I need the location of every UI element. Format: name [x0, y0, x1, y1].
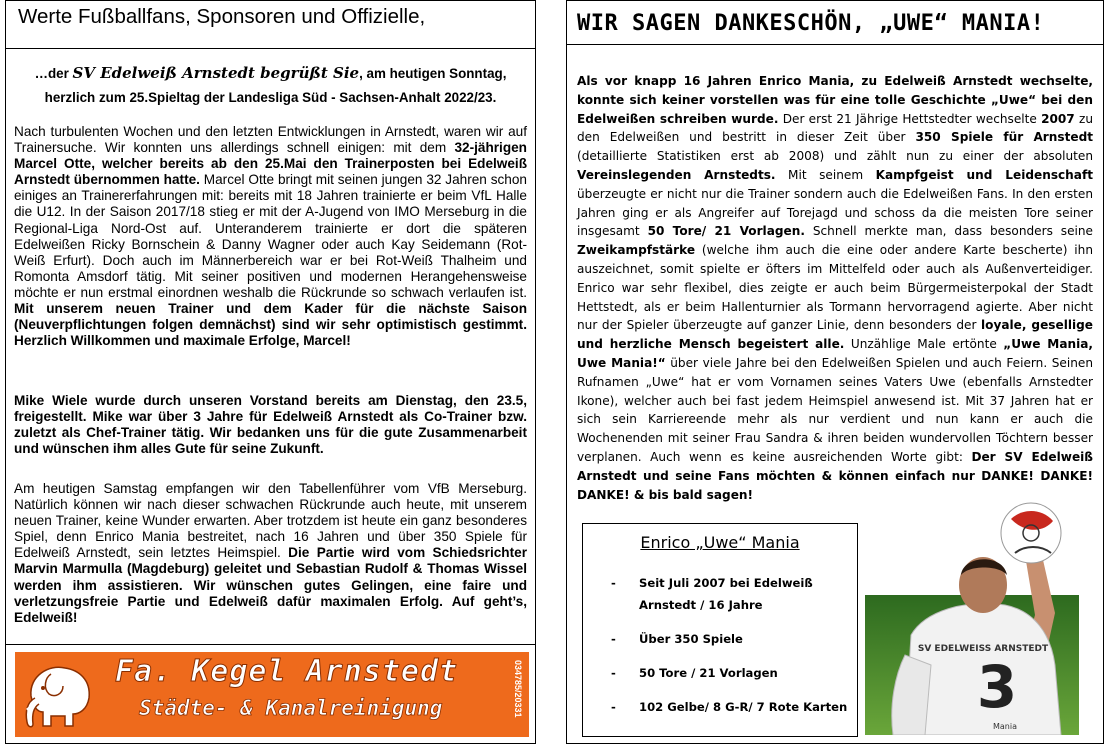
match-text-a: Am heutigen Samstag empfangen wir den Tabellenführer vom VfB Merseburg. Natürlich können wir nach dieser schwachen Rückrunde auch heute, mit unserem neuen Trainer, keine Wunder erwarten. Aber trotzdem ist heute ein ganz besonderes Spiel, denn Enrico Mania bestreitet, nach 16 Jahren und über 350 Spiele für Edelweiß Arnstedt, sein letztes Heimspiel.: [14, 481, 527, 561]
tribute-article: [577, 72, 1093, 504]
article-segment: über viele Jahre bei den Edelweißen Spielen und auch Feiern. Seinen Rufnamen „Uwe“ hat er vom Vornamen seines Vaters Uwe (ebenfalls Arnstedter Ikone), welcher auch bei fast jedem Heimspiel anwesend ist. Mit 37 Jahren hat er sich sein Karriereende mehr als nur verdient und nun kann er auch die Wochenenden mit seiner Frau Sandra & ihren beiden wundervollen Töchtern besser verplanen. Auch wenn es keine ausreichenden Worte gibt:: [577, 355, 1094, 464]
coach-paragraph: [14, 124, 527, 349]
coach-text-a: Nach turbulenten Wochen und den letzten Entwicklungen in Arnstedt, waren wir auf Trainersuche. Wir konnten uns allerdings schnell einigen: mit dem: [14, 124, 527, 156]
ad-company-name: Fa. Kegel Arnstedt: [115, 654, 459, 689]
right-page: [566, 0, 1104, 744]
article-segment: überzeugte er nicht nur die Trainer sondern auch die Edelweißen Fans. In den ersten Jahren ging er als Angreifer auf Torejagd und schoss da die meisten Tore seiner insgesamt: [577, 186, 1093, 239]
article-segment: Zweikampfstärke: [577, 243, 696, 258]
article-segment: Der SV Edelweiß Arnstedt und seine Fans möchten & können einfach nur DANKE! DANKE! DANKE! & bis bald sagen!: [577, 449, 1093, 502]
farewell-paragraph: [14, 393, 527, 457]
jersey-name: Mania: [993, 722, 1017, 731]
article-segment: (detaillierte Statistiken erst ab 2008) und zählt nun zu einer der absoluten: [577, 149, 1093, 164]
article-segment: (welche ihm auch die eine oder andere Karte bescherte) ihn auszeichnet, somit spielte er öfters im Mittelfeld oder auch als Außenverteidiger. Enrico war sehr flexibel, dies zeigte er auch beim Bürgermeisterpokal der Stadt Hettstedt, als er beim Hallenturnier als Tormann hervorragend agierte. Aber nicht nur der Spieler überzeugte auf ganzer Linie, denn besonders der: [577, 243, 1093, 333]
elephant-logo-icon: [21, 658, 101, 732]
article-segment: Vereinslegenden Arnstedts.: [577, 167, 776, 182]
fact-item: - Seit Juli 2007 bei Edelweiß Arnstedt / 16 Jahre: [611, 576, 813, 612]
coach-text-d: Mit unserem neuen Trainer und dem Kader für die nächste Saison (Neuverpflichtungen folgen demnächst) sind wir sehr optimistisch gestimmt. Herzlich Willkommen und maximale Erfolge, Marcel!: [14, 301, 527, 349]
article-segment: Schnell merkte man, dass besonders seine: [804, 224, 1093, 239]
article-segment: 50 Tore/ 21 Vorlagen.: [647, 224, 805, 239]
article-segment: Unzählige Male ertönte: [844, 337, 1004, 352]
article-segment: 350 Spiele für Arnstedt: [915, 130, 1094, 145]
sponsor-ad: [15, 652, 529, 737]
article-segment: loyale, gesellige und herzliche Mensch begeistert alle.: [577, 318, 1093, 352]
left-heading: Werte Fußballfans, Sponsoren und Offizielle,: [6, 1, 535, 49]
match-paragraph: [14, 481, 527, 626]
player-info-card: [582, 523, 858, 737]
article-segment: Der erst 21 Jährige Hettstedter wechselte: [778, 111, 1042, 126]
farewell-text: Mike Wiele wurde durch unseren Vorstand bereits am Dienstag, den 23.5, freigestellt. Mike war über 3 Jahre für Edelweiß Arnstedt als Co-Trainer bzw. zuletzt als Chef-Trainer tätig. Wir bedanken uns für die gute Zusammenarbeit und wünschen ihm alles Gute für seine Zukunft.: [14, 393, 527, 457]
article-segment: Mit seinem: [775, 167, 876, 182]
greeting-rest: , am heutigen Sonntag, herzlich zum 25.Spieltag der Landesliga Süd - Sachsen-Anhalt 2022/23.: [44, 66, 507, 105]
fact-item: - 102 Gelbe/ 8 G-R/ 7 Rote Karten: [611, 700, 848, 714]
card-title: Enrico „Uwe“ Mania: [640, 533, 800, 552]
article-segment: zu den Edelweißen und bestritt in dieser Zeit über: [577, 111, 1093, 145]
article-segment: Kampfgeist und Leidenschaft: [875, 167, 1094, 182]
ad-tagline: Städte- & Kanalreinigung: [139, 696, 443, 720]
ad-divider: [6, 644, 535, 645]
jersey-number: 3: [976, 653, 1018, 721]
fact-item: - Über 350 Spiele: [611, 632, 743, 646]
greeting-prefix: …der: [34, 66, 73, 81]
card-facts-list: [611, 572, 847, 718]
article-segment: „Uwe Mania, Uwe Mania!“: [577, 337, 1094, 370]
left-page: [5, 0, 536, 744]
fact-item: - 50 Tore / 21 Vorlagen: [611, 666, 778, 680]
coach-text-c: Marcel Otte bringt mit seinen jungen 32 Jahren schon einiges an Trainererfahrungen mit: bereits mit 18 Jahren trainierte er beim VfL Halle die U12. In der Saison 2017/18 stieg er mit der A-Jugend von IMO Merseburg in die Regional-Liga Nord-Ost auf. Unteranderem trainierte er dort die späteren Edelweißen Ricky Bornschein & Danny Wagner oder auch Kay Seidemann (Rot-Weiß Erfurt). Doch auch im Männerbereich war er bei Rot-Weiß Thalheim und Romonta Amsdorf tätig. Mit seiner positiven und modernen Herangehensweise möchte er nun erstmal einordnen weshalb die Rückrunde so schwach verlaufen ist.: [14, 172, 527, 300]
article-segment: Als vor knapp 16 Jahren Enrico Mania, zu Edelweiß Arnstedt wechselte, konnte sich keiner vorstellen was für eine tolle Geschichte „Uwe“ bei den Edelweißen schreiben wurde.: [577, 74, 1093, 126]
match-text-b: Die Partie wird vom Schiedsrichter Marvin Marmulla (Magdeburg) geleitet und Sebastian Rudolf & Thomas Wissel werden ihm assistieren. Wir wünschen gutes Gelingen, eine faire und verletzungsfreie Partie und Edelweiß dafür maximalen Erfolg. Auf geht’s, Edelweiß!: [14, 545, 527, 625]
right-heading: WIR SAGEN DANKESCHÖN, „UWE“ MANIA!: [567, 1, 1103, 45]
greeting-club: SV Edelweiß Arnstedt begrüßt Sie: [72, 64, 360, 82]
ad-phone: 034785/20331: [513, 660, 523, 718]
player-photo: [865, 495, 1079, 735]
article-segment: 2007: [1041, 111, 1075, 126]
coach-text-b: 32-jährigen Marcel Otte, welcher bereits ab den 25.Mai den Trainerposten bei Edelweiß Arnstedt übernommen hatte.: [14, 140, 527, 188]
greeting: [16, 61, 525, 110]
jersey-text: SV EDELWEISS ARNSTEDT: [917, 644, 1049, 654]
